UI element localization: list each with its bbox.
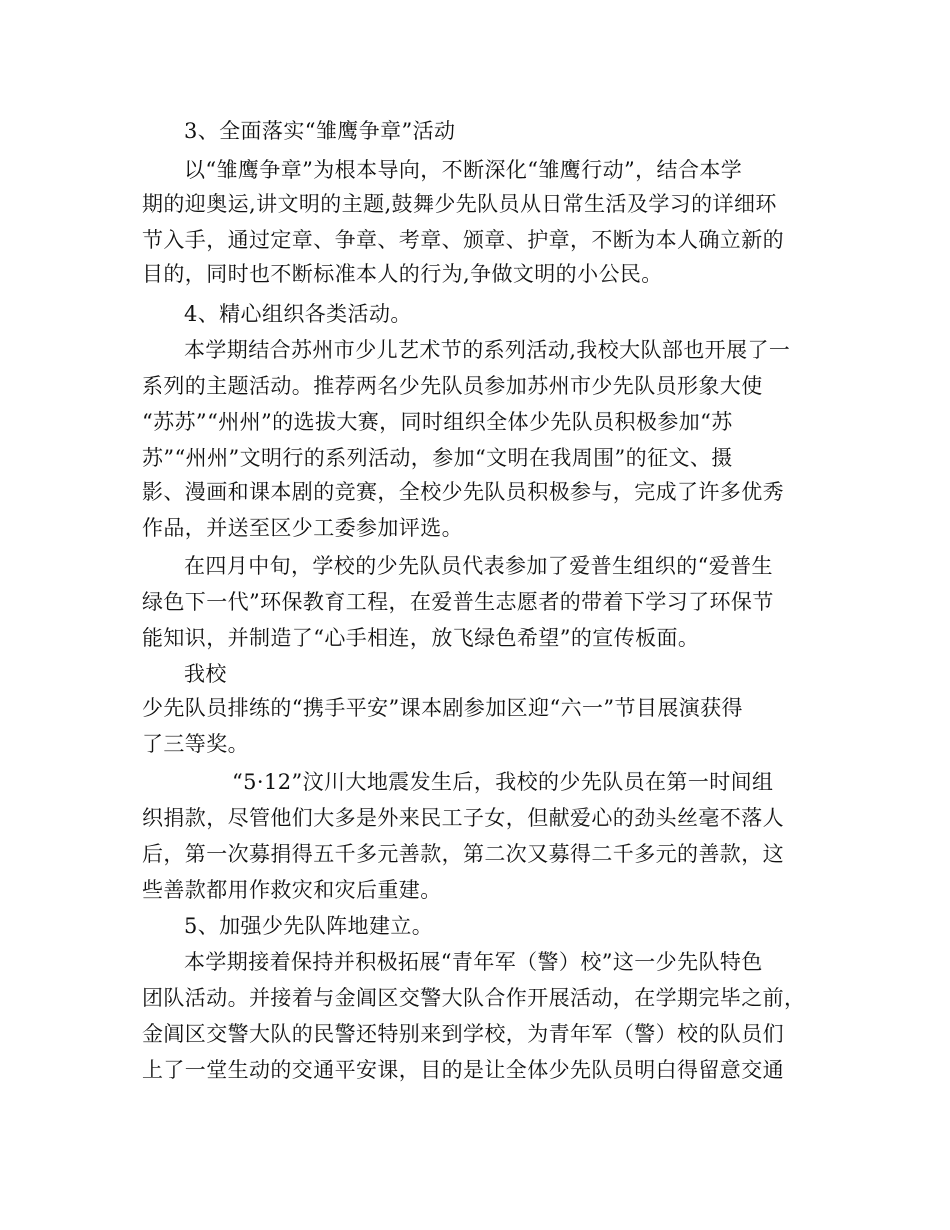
- section-heading-5: 5、加强少先队阵地建立。: [184, 914, 434, 938]
- section-heading-3: 3、全面落实“雏鹰争章”活动: [184, 119, 456, 143]
- paragraph-line: 能知识，并制造了“心手相连，放飞绿色希望”的宣传板面。: [142, 626, 700, 650]
- section-heading-4: 4、精心组织各类活动。: [184, 302, 412, 326]
- paragraph-line: 团队活动。并接着与金阊区交警大队合作开展活动，在学期完毕之前，: [142, 986, 806, 1010]
- paragraph-line: 上了一堂生动的交通平安课，目的是让全体少先队员明白得留意交通: [142, 1058, 784, 1082]
- paragraph-line: 绿色下一代”环保教育工程，在爱普生志愿者的带着下学习了环保节: [142, 590, 774, 614]
- paragraph-line: 我校: [184, 662, 227, 686]
- paragraph-line: 期的迎奥运,讲文明的主题,鼓舞少先队员从日常生活及学习的详细环: [142, 192, 777, 216]
- paragraph-line: 本学期结合苏州市少儿艺术节的系列活动,我校大队部也开展了一: [184, 338, 791, 362]
- paragraph-line: 些善款都用作救灾和灾后重建。: [142, 878, 442, 902]
- paragraph-line: 作品，并送至区少工委参加评选。: [142, 516, 463, 540]
- paragraph-line: 节入手，通过定章、争章、考章、颁章、护章，不断为本人确立新的: [142, 228, 784, 252]
- paragraph-line: 影、漫画和课本剧的竞赛，全校少先队员积极参与，完成了许多优秀: [142, 480, 784, 504]
- paragraph-line: 少先队员排练的“携手平安”课本剧参加区迎“六一”节目展演获得: [142, 696, 743, 720]
- paragraph-line: 以“雏鹰争章”为根本导向，不断深化“雏鹰行动”，结合本学: [184, 158, 743, 182]
- paragraph-line: 苏”“州州”文明行的系列活动，参加“文明在我周围”的征文、摄: [142, 446, 733, 470]
- paragraph-line: 系列的主题活动。推荐两名少先队员参加苏州市少先队员形象大使: [142, 374, 763, 398]
- paragraph-line: 在四月中旬，学校的少先队员代表参加了爱普生组织的“爱普生: [184, 554, 773, 578]
- paragraph-line: 后，第一次募捐得五千多元善款，第二次又募得二千多元的善款，这: [142, 842, 784, 866]
- paragraph-line: 金阊区交警大队的民警还特别来到学校，为青年军（警）校的队员们: [142, 1022, 784, 1046]
- paragraph-line: 目的，同时也不断标准本人的行为,争做文明的小公民。: [142, 262, 663, 286]
- paragraph-line: “苏苏”“州州”的选拔大赛，同时组织全体少先队员积极参加“苏: [142, 410, 733, 434]
- paragraph-line: 了三等奖。: [142, 732, 249, 756]
- paragraph-line: 本学期接着保持并积极拓展“青年军（警）校”这一少先队特色: [184, 950, 763, 974]
- paragraph-line: 织捐款，尽管他们大多是外来民工子女，但献爱心的劲头丝毫不落人: [142, 806, 784, 830]
- paragraph-line: “5·12”汶川大地震发生后，我校的少先队员在第一时间组: [232, 770, 774, 794]
